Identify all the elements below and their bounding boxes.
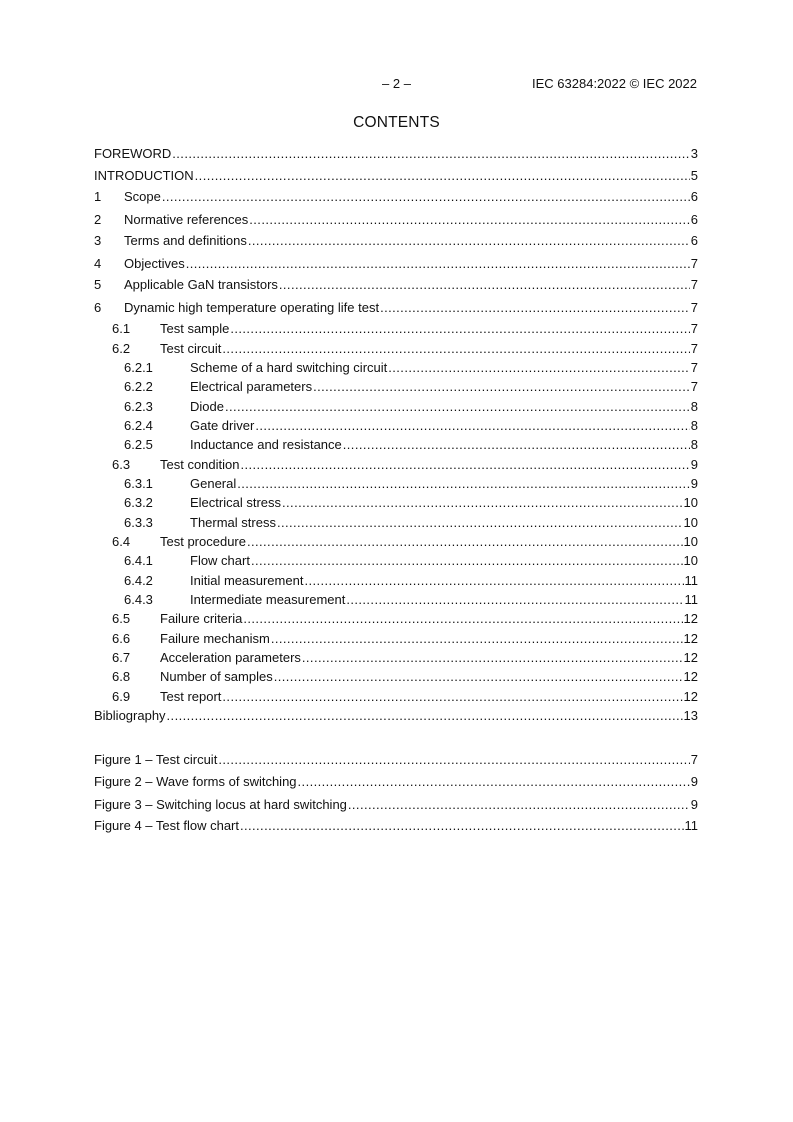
toc-entry-title: Failure mechanism	[160, 631, 270, 646]
toc-entry-number: 6.3.3	[124, 515, 153, 530]
figure-list-entry[interactable]	[94, 818, 698, 834]
toc-entry-number: 6.4.3	[124, 592, 153, 607]
toc-entry-title: Test procedure	[160, 534, 246, 549]
toc-entry[interactable]	[94, 277, 698, 293]
toc-entry-number: 6.4	[112, 534, 131, 549]
toc-entry-page: 12	[683, 631, 698, 646]
toc-entry-number: 6.1	[112, 321, 131, 336]
toc-entry[interactable]	[94, 418, 698, 434]
dot-leader	[186, 256, 690, 272]
toc-entry-number: 5	[94, 277, 102, 292]
toc-entry-page: 7	[690, 360, 698, 375]
page-number: – 2 –	[382, 76, 411, 91]
toc-entry-title: Gate driver	[190, 418, 255, 433]
figure-list-entry[interactable]	[94, 774, 698, 790]
toc-entry-title: Initial measurement	[190, 573, 304, 588]
toc-entry-number: 6.2	[112, 341, 131, 356]
toc-entry-title: Inductance and resistance	[190, 437, 342, 452]
toc-entry[interactable]	[94, 233, 698, 249]
dot-leader	[241, 457, 690, 473]
toc-entry-title: Diode	[190, 399, 224, 414]
toc-entry-title: Electrical parameters	[190, 379, 313, 394]
toc-entry-page: 9	[690, 797, 698, 812]
toc-entry-title: Applicable GaN transistors	[124, 277, 278, 292]
toc-entry[interactable]	[94, 212, 698, 228]
dot-leader	[271, 631, 683, 647]
dot-leader	[277, 515, 683, 531]
toc-entry-page: 13	[683, 708, 698, 723]
toc-entry-title: Figure 2 – Wave forms of switching	[94, 774, 297, 789]
toc-entry[interactable]	[94, 650, 698, 666]
toc-entry-number: 6.3.1	[124, 476, 153, 491]
toc-entry[interactable]	[94, 573, 698, 589]
dot-leader	[222, 341, 689, 357]
toc-entry-number: 6.4.2	[124, 573, 153, 588]
toc-entry-title: Electrical stress	[190, 495, 282, 510]
dot-leader	[240, 818, 684, 834]
toc-entry-title: Failure criteria	[160, 611, 243, 626]
toc-entry-page: 6	[690, 189, 698, 204]
toc-entry-page: 9	[690, 774, 698, 789]
toc-entry-title: Acceleration parameters	[160, 650, 301, 665]
toc-entry-page: 7	[690, 300, 698, 315]
toc-entry-title: Dynamic high temperature operating life test	[124, 300, 380, 315]
dot-leader	[274, 669, 683, 685]
toc-entry-title: Objectives	[124, 256, 185, 271]
toc-entry-page: 7	[690, 752, 698, 767]
toc-entry-page: 7	[690, 321, 698, 336]
toc-entry-page: 10	[683, 534, 698, 549]
toc-entry[interactable]	[94, 708, 698, 724]
toc-entry-number: 6.2.3	[124, 399, 153, 414]
toc-entry[interactable]	[94, 256, 698, 272]
toc-entry-title: Thermal stress	[190, 515, 276, 530]
toc-entry-number: 6.4.1	[124, 553, 153, 568]
toc-entry[interactable]	[94, 553, 698, 569]
toc-entry-page: 5	[690, 168, 698, 183]
dot-leader	[222, 689, 682, 705]
toc-entry-page: 7	[690, 341, 698, 356]
dot-leader	[230, 321, 689, 337]
toc-entry-page: 6	[690, 212, 698, 227]
dot-leader	[279, 277, 690, 293]
toc-entry[interactable]	[94, 341, 698, 357]
toc-entry-title: Bibliography	[94, 708, 166, 723]
toc-entry-number: 6.6	[112, 631, 131, 646]
toc-entry[interactable]	[94, 669, 698, 685]
toc-entry-title: INTRODUCTION	[94, 168, 194, 183]
toc-entry-page: 10	[683, 495, 698, 510]
dot-leader	[302, 650, 683, 666]
figure-list-entry[interactable]	[94, 797, 698, 813]
dot-leader	[243, 611, 682, 627]
toc-entry[interactable]	[94, 515, 698, 531]
toc-entry[interactable]	[94, 300, 698, 316]
toc-entry[interactable]	[94, 321, 698, 337]
toc-entry-number: 6	[94, 300, 102, 315]
dot-leader	[218, 752, 689, 768]
toc-entry-number: 6.2.5	[124, 437, 153, 452]
dot-leader	[247, 534, 683, 550]
toc-entry-number: 4	[94, 256, 102, 271]
toc-entry-title: Figure 4 – Test flow chart	[94, 818, 239, 833]
toc-entry-number: 6.7	[112, 650, 131, 665]
toc-entry-title: Figure 1 – Test circuit	[94, 752, 218, 767]
toc-entry-title: Terms and definitions	[124, 233, 247, 248]
toc-entry-number: 6.9	[112, 689, 131, 704]
toc-entry-number: 6.2.1	[124, 360, 153, 375]
toc-entry-title: Number of samples	[160, 669, 273, 684]
figure-list-entry[interactable]	[94, 752, 698, 768]
toc-entry-title: Test condition	[160, 457, 240, 472]
document-id: IEC 63284:2022 © IEC 2022	[532, 76, 697, 91]
toc-entry-number: 3	[94, 233, 102, 248]
toc-entry-page: 8	[690, 418, 698, 433]
toc-entry-number: 6.2.4	[124, 418, 153, 433]
dot-leader	[380, 300, 690, 316]
toc-entry-page: 7	[690, 256, 698, 271]
dot-leader	[251, 553, 683, 569]
toc-entry-title: FOREWORD	[94, 146, 172, 161]
toc-entry[interactable]	[94, 168, 698, 184]
toc-entry[interactable]	[94, 534, 698, 550]
toc-entry-title: Intermediate measurement	[190, 592, 346, 607]
toc-entry-page: 11	[684, 592, 698, 607]
toc-entry-title: Test sample	[160, 321, 230, 336]
toc-entry-title: General	[190, 476, 237, 491]
dot-leader	[304, 573, 683, 589]
dot-leader	[172, 146, 689, 162]
toc-entry[interactable]	[94, 189, 698, 205]
toc-entry[interactable]	[94, 631, 698, 647]
dot-leader	[343, 437, 690, 453]
dot-leader	[255, 418, 689, 434]
dot-leader	[195, 168, 690, 184]
toc-entry-title: Flow chart	[190, 553, 250, 568]
dot-leader	[237, 476, 690, 492]
toc-entry-page: 12	[683, 689, 698, 704]
toc-entry-page: 12	[683, 669, 698, 684]
toc-entry-page: 10	[683, 515, 698, 530]
toc-entry-page: 12	[683, 611, 698, 626]
toc-entry[interactable]	[94, 437, 698, 453]
dot-leader	[167, 708, 683, 724]
toc-entry-page: 3	[690, 146, 698, 161]
toc-entry[interactable]	[94, 495, 698, 511]
dot-leader	[282, 495, 683, 511]
toc-entry-title: Scope	[124, 189, 161, 204]
toc-entry[interactable]	[94, 457, 698, 473]
toc-entry-page: 8	[690, 399, 698, 414]
toc-entry[interactable]	[94, 399, 698, 415]
dot-leader	[346, 592, 683, 608]
toc-entry-page: 6	[690, 233, 698, 248]
toc-entry-number: 6.8	[112, 669, 131, 684]
toc-entry-title: Scheme of a hard switching circuit	[190, 360, 388, 375]
page-title: CONTENTS	[353, 114, 440, 131]
toc-entry[interactable]	[94, 689, 698, 705]
toc-entry-number: 6.5	[112, 611, 131, 626]
dot-leader	[162, 189, 690, 205]
toc-entry-page: 10	[683, 553, 698, 568]
toc-entry[interactable]	[94, 379, 698, 395]
toc-entry-title: Normative references	[124, 212, 249, 227]
toc-entry-page: 12	[683, 650, 698, 665]
toc-entry-number: 6.2.2	[124, 379, 153, 394]
toc-entry-page: 8	[690, 437, 698, 452]
toc-entry-number: 2	[94, 212, 102, 227]
toc-entry[interactable]	[94, 360, 698, 376]
toc-entry[interactable]	[94, 592, 698, 608]
dot-leader	[313, 379, 690, 395]
toc-entry-number: 6.3.2	[124, 495, 153, 510]
toc-entry-number: 1	[94, 189, 102, 204]
toc-entry-title: Test circuit	[160, 341, 222, 356]
dot-leader	[248, 233, 690, 249]
toc-entry-number: 6.3	[112, 457, 131, 472]
toc-entry-page: 7	[690, 379, 698, 394]
toc-entry-page: 11	[684, 818, 698, 833]
dot-leader	[348, 797, 690, 813]
toc-entry-title: Figure 3 – Switching locus at hard switching	[94, 797, 347, 812]
toc-entry-page: 11	[684, 573, 698, 588]
toc-entry[interactable]	[94, 611, 698, 627]
dot-leader	[249, 212, 689, 228]
toc-entry-title: Test report	[160, 689, 222, 704]
toc-entry[interactable]	[94, 476, 698, 492]
toc-entry-page: 9	[690, 457, 698, 472]
toc-entry-page: 9	[690, 476, 698, 491]
toc-entry[interactable]	[94, 146, 698, 162]
toc-entry-page: 7	[690, 277, 698, 292]
dot-leader	[225, 399, 690, 415]
dot-leader	[388, 360, 690, 376]
dot-leader	[298, 774, 690, 790]
